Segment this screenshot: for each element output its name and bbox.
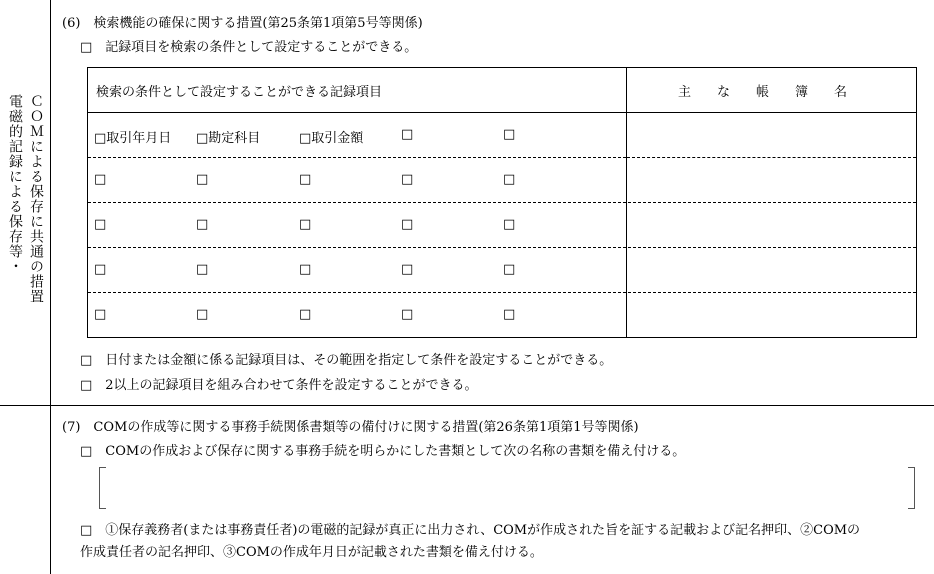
checkbox-blank[interactable]: □ bbox=[401, 307, 414, 322]
checkbox-blank[interactable]: □ bbox=[503, 217, 516, 232]
section6-item-searchable[interactable]: □ 記録項目を検索の条件として設定することができる。 bbox=[80, 40, 418, 55]
left-column-border bbox=[50, 0, 51, 574]
table-row-rule bbox=[88, 247, 916, 248]
table-row-rule bbox=[88, 292, 916, 293]
checkbox-blank[interactable]: □ bbox=[94, 307, 107, 322]
checkbox-blank[interactable]: □ bbox=[94, 262, 107, 277]
table-header-rule bbox=[88, 112, 916, 113]
table-header-record-items: 検索の条件として設定することができる記録項目 bbox=[96, 85, 383, 100]
section6-heading: (6) 検索機能の確保に関する措置(第25条第1項第5号等関係) bbox=[62, 16, 423, 31]
checkbox-blank[interactable]: □ bbox=[299, 307, 312, 322]
search-items-table bbox=[87, 67, 917, 338]
checkbox-blank[interactable]: □ bbox=[299, 262, 312, 277]
checkbox-blank[interactable]: □ bbox=[94, 217, 107, 232]
checkbox-blank[interactable]: □ bbox=[503, 127, 516, 142]
table-row-rule bbox=[88, 202, 916, 203]
section7-item-certification-line1[interactable]: □ ①保存義務者(または事務責任者)の電磁的記録が真正に出力され、COMが作成された旨を証する記載および記名押印、②COMの bbox=[80, 523, 861, 538]
checkbox-blank[interactable]: □ bbox=[196, 217, 209, 232]
section6-item-range[interactable]: □ 日付または金額に係る記録項目は、その範囲を指定して条件を設定することができる。 bbox=[80, 353, 613, 368]
checkbox-blank[interactable]: □ bbox=[503, 172, 516, 187]
checkbox-blank[interactable]: □ bbox=[401, 127, 414, 142]
sidebar-title-col2: 電磁的記録による保存等・ bbox=[7, 94, 23, 274]
section-divider bbox=[0, 405, 934, 406]
section7-item-certification-line2: 作成責任者の記名押印、③COMの作成年月日が記載された書類を備え付ける。 bbox=[80, 545, 543, 560]
section6-item-combination[interactable]: □ 2以上の記録項目を組み合わせて条件を設定することができる。 bbox=[80, 378, 478, 393]
checkbox-blank[interactable]: □ bbox=[196, 262, 209, 277]
checkbox-blank[interactable]: □ bbox=[196, 307, 209, 322]
checkbox-blank[interactable]: □ bbox=[401, 172, 414, 187]
table-row-rule bbox=[88, 157, 626, 158]
checkbox-transaction-date[interactable]: □取引年月日 bbox=[94, 131, 172, 146]
sidebar-title-col1: ＣＯＭによる保存に共通の措置 bbox=[28, 94, 44, 304]
checkbox-blank[interactable]: □ bbox=[299, 172, 312, 187]
section7-item-procedure-docs[interactable]: □ COMの作成および保存に関する事務手続を明らかにした書類として次の名称の書類を備え付ける。 bbox=[80, 444, 686, 459]
checkbox-transaction-amount[interactable]: □取引金額 bbox=[299, 131, 364, 146]
document-name-field-left-bracket bbox=[99, 467, 106, 509]
checkbox-blank[interactable]: □ bbox=[196, 172, 209, 187]
section7-heading: (7) COMの作成等に関する事務手続関係書類等の備付けに関する措置(第26条第1項第1号等関係) bbox=[62, 420, 639, 435]
document-name-field[interactable] bbox=[107, 467, 907, 509]
checkbox-blank[interactable]: □ bbox=[401, 217, 414, 232]
checkbox-blank[interactable]: □ bbox=[503, 307, 516, 322]
table-header-ledger-names: 主 な 帳 簿 名 bbox=[678, 85, 848, 100]
checkbox-blank[interactable]: □ bbox=[401, 262, 414, 277]
checkbox-blank[interactable]: □ bbox=[299, 217, 312, 232]
checkbox-blank[interactable]: □ bbox=[94, 172, 107, 187]
checkbox-account-title[interactable]: □勘定科目 bbox=[196, 131, 261, 146]
table-row-rule bbox=[627, 157, 916, 158]
checkbox-blank[interactable]: □ bbox=[503, 262, 516, 277]
document-name-field-right-bracket bbox=[908, 467, 915, 509]
